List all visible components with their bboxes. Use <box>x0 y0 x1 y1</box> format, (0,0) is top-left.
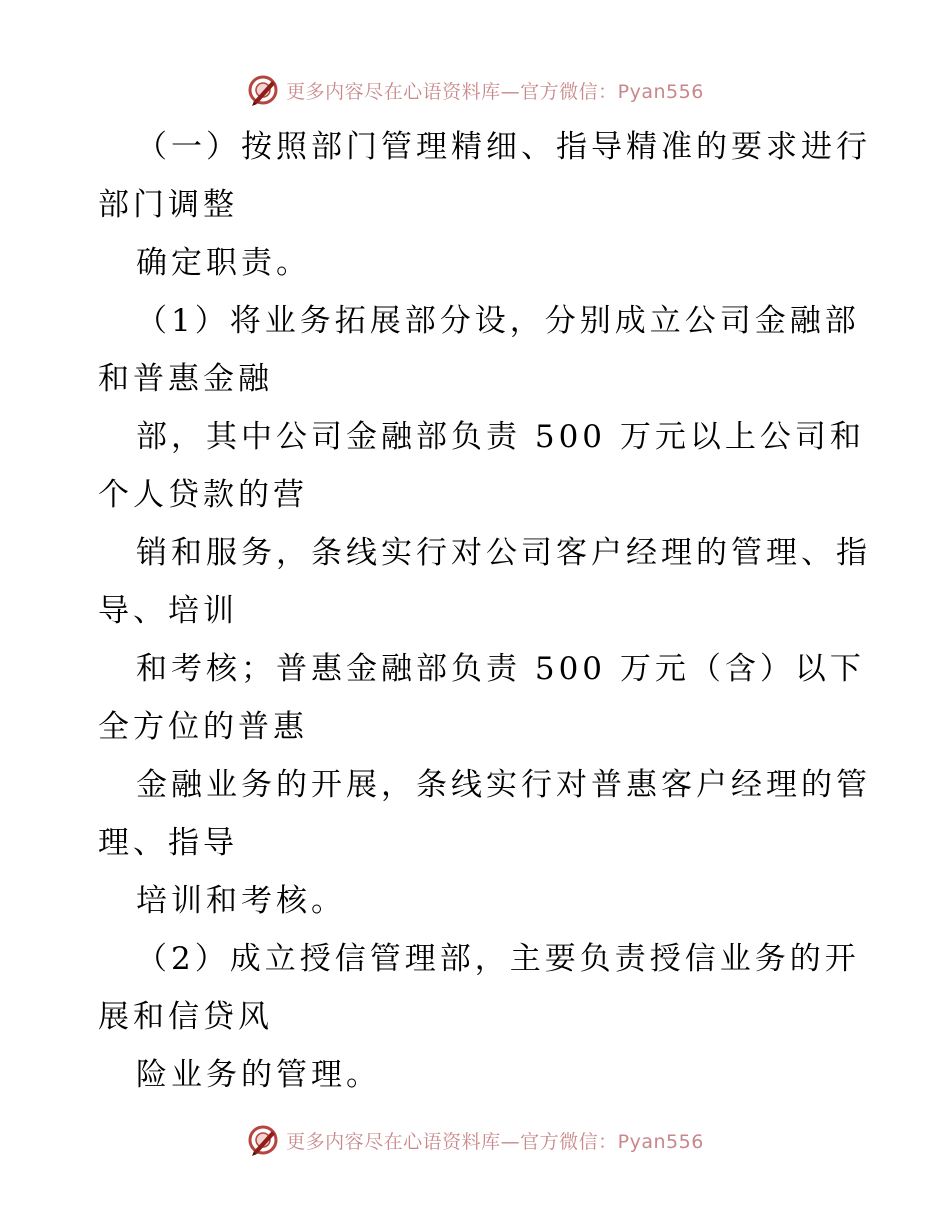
document-body <box>98 118 871 1104</box>
body-text-line: 全方位的普惠 <box>98 709 308 745</box>
body-text-line: 和普惠金融 <box>98 361 273 397</box>
red-pen-logo-icon <box>246 1123 280 1157</box>
body-text-line: （2）成立授信管理部，主要负责授信业务的开 <box>136 941 860 977</box>
body-text-line: 险业务的管理。 <box>136 1057 381 1093</box>
watermark-group <box>246 73 704 107</box>
body-text-line: 导、培训 <box>98 593 238 629</box>
body-text-line: 展和信贷风 <box>98 999 273 1035</box>
body-text-line: 金融业务的开展，条线实行对普惠客户经理的管 <box>136 767 871 803</box>
body-text-line: （一）按照部门管理精细、指导精准的要求进行 <box>136 129 871 165</box>
body-text-line: 确定职责。 <box>136 245 311 281</box>
body-text-line: 培训和考核。 <box>136 883 346 919</box>
header-watermark <box>0 70 950 110</box>
body-text-line: 销和服务，条线实行对公司客户经理的管理、指 <box>136 535 871 571</box>
body-text-line: 和考核；普惠金融部负责 500 万元（含）以下 <box>136 651 865 687</box>
red-pen-logo-icon <box>246 73 280 107</box>
watermark-group <box>246 1123 704 1157</box>
footer-watermark <box>0 1120 950 1160</box>
body-text-line: 个人贷款的营 <box>98 477 308 513</box>
body-text-line: （1）将业务拓展部分设，分别成立公司金融部 <box>136 303 860 339</box>
watermark-text: 更多内容尽在心语资料库—官方微信：Pyan556 <box>286 1130 704 1153</box>
body-text-line: 部，其中公司金融部负责 500 万元以上公司和 <box>136 419 865 455</box>
watermark-text: 更多内容尽在心语资料库—官方微信：Pyan556 <box>286 80 704 103</box>
body-text-line: 部门调整 <box>98 187 238 223</box>
body-text-line: 理、指导 <box>98 825 238 861</box>
